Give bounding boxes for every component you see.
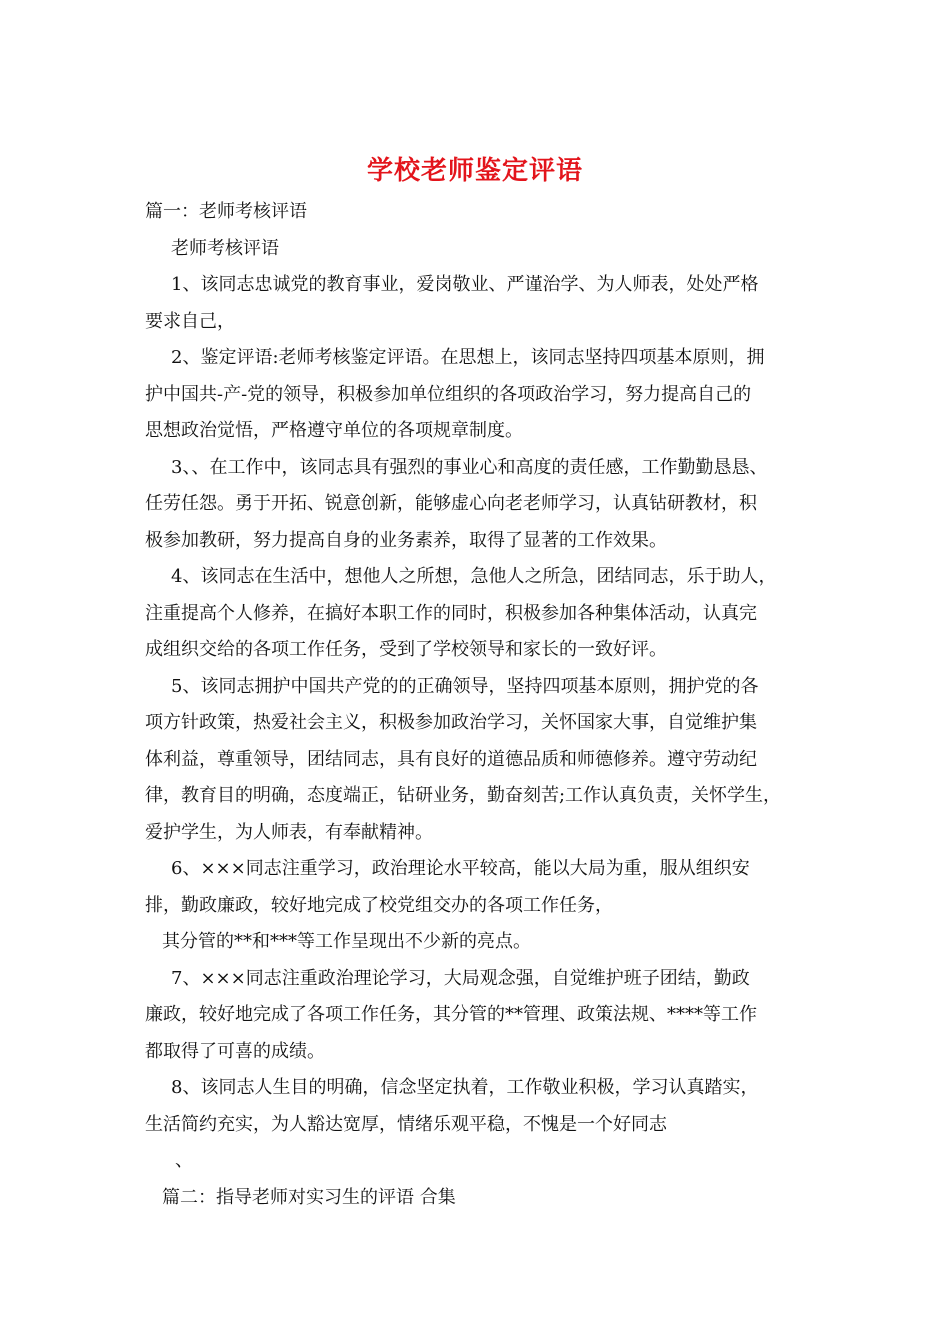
paragraph-line: 极参加教研，努力提高自身的业务素养，取得了显著的工作效果。 [145,529,667,551]
section-heading-2: 篇二：指导老师对实习生的评语 合集 [162,1186,456,1208]
paragraph-line: 6、×××同志注重学习，政治理论水平较高，能以大局为重，服从组织安 [171,858,750,879]
paragraph-line: 要求自己， [145,310,235,332]
paragraph-line: 8、该同志人生目的明确，信念坚定执着，工作敬业积极，学习认真踏实， [171,1077,759,1098]
stray-punctuation: 、 [175,1150,193,1171]
paragraph-line: 生活简约充实，为人豁达宽厚，情绪乐观平稳，不愧是一个好同志 [145,1113,667,1135]
document-body [145,194,825,1216]
paragraph-line: 体利益，尊重领导，团结同志，具有良好的道德品质和师德修养。遵守劳动纪 [145,748,757,770]
paragraph-line: 项方针政策，热爱社会主义，积极参加政治学习，关怀国家大事，自觉维护集 [145,712,757,733]
paragraph-line: 1、该同志忠诚党的教育事业，爱岗敬业、严谨治学、为人师表，处处严格 [171,274,759,295]
paragraph-line: 5、该同志拥护中国共产党的的正确领导，坚持四项基本原则，拥护党的各 [171,675,759,697]
paragraph-line: 律，教育目的明确，态度端正，钻研业务，勤奋刻苦;工作认真负责，关怀学生， [145,785,782,806]
paragraph-line: 注重提高个人修养，在搞好本职工作的同时，积极参加各种集体活动，认真完 [145,602,757,624]
paragraph-line: 护中国共-产-党的领导，积极参加单位组织的各项政治学习，努力提高自己的 [145,383,752,405]
paragraph-line: 3、、在工作中，该同志具有强烈的事业心和高度的责任感，工作勤勤恳恳、 [171,456,768,478]
paragraph-line: 7、×××同志注重政治理论学习，大局观念强，自觉维护班子团结，勤政 [171,967,750,989]
paragraph-line: 廉政，较好地完成了各项工作任务，其分管的**管理、政策法规、****等工作 [145,1004,757,1025]
section-heading-1: 篇一：老师考核评语 [145,201,307,222]
paragraph-line: 任劳任怨。勇于开拓、锐意创新，能够虚心向老老师学习，认真钻研教材，积 [145,493,757,514]
subheading: 老师考核评语 [171,237,279,259]
paragraph-line: 排，勤政廉政，较好地完成了校党组交办的各项工作任务， [145,894,613,916]
paragraph-line: 4、该同志在生活中，想他人之所想，急他人之所急，团结同志，乐于助人， [171,566,777,587]
document-title: 学校老师鉴定评语 [366,156,583,186]
paragraph-line: 其分管的**和***等工作呈现出不少新的亮点。 [162,931,531,952]
paragraph-line: 都取得了可喜的成绩。 [145,1040,325,1062]
paragraph-line: 2、鉴定评语:老师考核鉴定评语。在思想上，该同志坚持四项基本原则，拥 [171,347,765,368]
paragraph-line: 成组织交给的各项工作任务，受到了学校领导和家长的一致好评。 [145,639,667,660]
paragraph-line: 爱护学生，为人师表，有奉献精神。 [145,821,433,843]
paragraph-line: 思想政治觉悟，严格遵守单位的各项规章制度。 [145,420,523,441]
